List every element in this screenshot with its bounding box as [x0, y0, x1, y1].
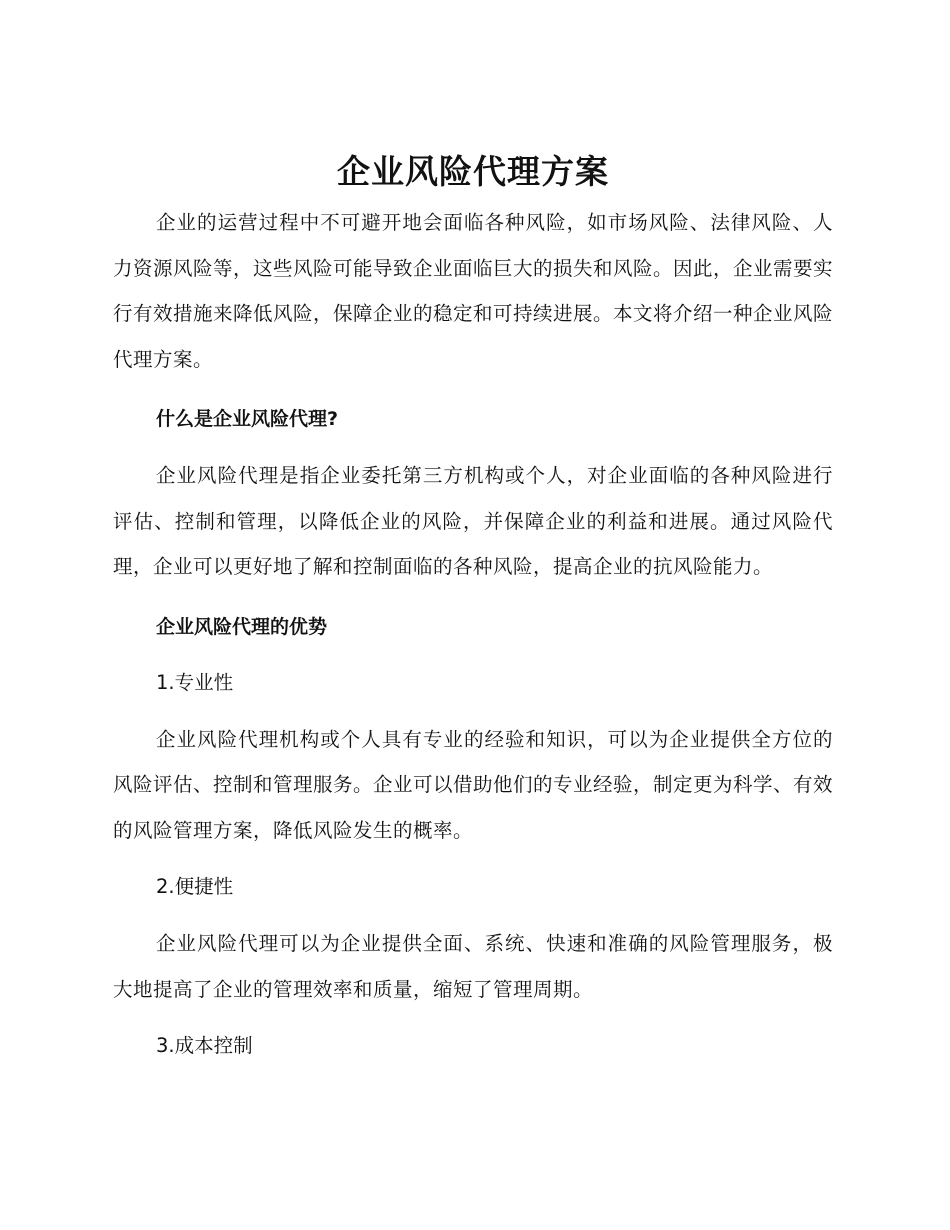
document-page [113, 148, 833, 1068]
advantage-label-professional: 1.专业性 [156, 670, 234, 694]
spacer [113, 853, 833, 865]
section-body-what-is: 企业风险代理是指企业委托第三方机构或个人，对企业面临的各种风险进行评估、控制和管理，以降低企业的风险，并保障企业的利益和进展。通过风险代理，企业可以更好地了解和控制面临的各种风险，提高企业的抗风险能力。 [113, 464, 833, 578]
spacer [113, 649, 833, 661]
section-heading-advantages: 企业风险代理的优势 [156, 615, 328, 638]
spacer [113, 909, 833, 921]
advantage-body-professional: 企业风险代理机构或个人具有专业的经验和知识，可以为企业提供全方位的风险评估、控制和管理服务。企业可以借助他们的专业经验，制定更为科学、有效的风险管理方案，降低风险发生的概率。 [113, 727, 834, 842]
spacer [113, 441, 833, 453]
section-heading-what-is: 什么是企业风险代理? [156, 408, 339, 430]
advantage-label-cost-control: 3.成本控制 [156, 1034, 253, 1057]
intro-paragraph: 企业的运营过程中不可避开地会面临各种风险，如市场风险、法律风险、人力资源风险等，这些风险可能导致企业面临巨大的损失和风险。因此，企业需要实行有效措施来降低风险，保障企业的稳定和可持续进展。本文将介绍一种企业风险代理方案。 [113, 211, 834, 371]
spacer [113, 705, 833, 717]
advantage-label-convenience: 2.便捷性 [156, 875, 234, 898]
spacer [113, 1012, 833, 1024]
advantage-body-convenience: 企业风险代理可以为企业提供全面、系统、快速和准确的风险管理服务，极大地提高了企业的管理效率和质量，缩短了管理周期。 [113, 932, 833, 1001]
document-title: 企业风险代理方案 [337, 152, 609, 191]
spacer [113, 590, 833, 605]
spacer [113, 382, 833, 397]
